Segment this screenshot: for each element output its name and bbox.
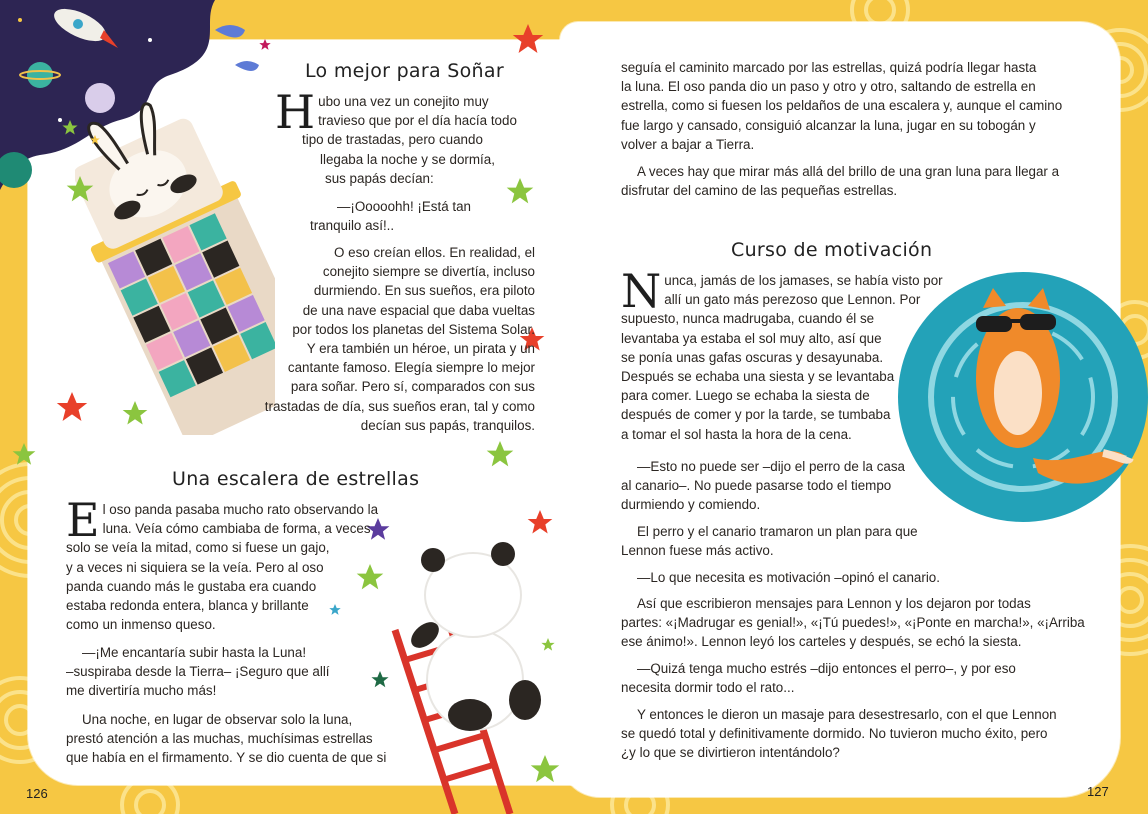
page-number-right: 127 bbox=[1087, 784, 1109, 799]
text-line: allí un gato más perezoso que Lennon. Por bbox=[664, 292, 921, 308]
dropcap-e: E bbox=[66, 493, 100, 547]
page-number-left: 126 bbox=[26, 786, 48, 801]
story3-intro bbox=[621, 264, 943, 444]
story3-p6 bbox=[621, 659, 1071, 697]
dropcap-n: N bbox=[621, 264, 662, 318]
text-line: trastadas de día, sus sueños eran, tal y como bbox=[264, 398, 535, 414]
text-line: A veces hay que mirar más allá del brillo de una gran luna para llegar a bbox=[637, 164, 1060, 179]
story2-paragraph3 bbox=[66, 710, 396, 768]
text-line: durmiendo. En sus sueños, era piloto bbox=[313, 283, 535, 299]
text-line: decían sus papás, tranquilos. bbox=[360, 417, 535, 433]
text-line: Y entonces le dieron un masaje para desestresarlo, con el que Lennon bbox=[637, 707, 1057, 722]
text-line: Lennon fuese más activo. bbox=[621, 543, 774, 559]
text-line: por todos los planetas del Sistema Solar. bbox=[292, 321, 535, 337]
text-line: al canario–. No puede pasarse todo el tiempo bbox=[621, 478, 892, 494]
text-line: y a veces ni siquiera se la veía. Pero al oso bbox=[66, 559, 324, 575]
text-line: de una nave espacial que daba vueltas bbox=[302, 302, 535, 318]
text-line: conejito siempre se divertía, incluso bbox=[322, 264, 535, 280]
text-line: ese ánimo!». Lennon leyó los carteles y después, se echó la siesta. bbox=[621, 634, 1022, 650]
story3-p7 bbox=[621, 705, 1071, 763]
text-line: se quedó total y definitivamente dormido. No tuvieron mucho éxito, pero bbox=[621, 726, 1048, 742]
text-line: seguía el caminito marcado por las estrellas, quizá podría llegar hasta bbox=[621, 60, 1037, 75]
text-line: travieso que por el día hacía todo bbox=[318, 113, 517, 129]
text-line: disfrutar del camino de las pequeñas estrellas. bbox=[621, 183, 898, 199]
text-line: Y era también un héroe, un pirata y un bbox=[306, 341, 535, 357]
text-line: después de comer y por la tarde, se tumbaba bbox=[621, 407, 891, 423]
story-title-escalera-de-estrellas: Una escalera de estrellas bbox=[172, 468, 420, 490]
text-line: prestó atención a las muchas, muchísimas estrellas bbox=[66, 731, 373, 747]
continuation-paragraph2 bbox=[621, 162, 1071, 200]
text-line: —¡Me encantaría subir hasta la Luna! bbox=[82, 645, 307, 660]
text-line: levantaba ya estaba el sol muy alto, así que bbox=[621, 330, 882, 346]
text-line: fue largo y cansado, consiguió alcanzar la luna, jugar en su tobogán y bbox=[621, 117, 1036, 133]
text-line: durmiendo y comiendo. bbox=[621, 497, 761, 513]
story3-p3 bbox=[621, 522, 921, 560]
dropcap-h: H bbox=[275, 85, 316, 139]
story1-paragraph2 bbox=[235, 243, 535, 435]
text-line: solo se veía la mitad, como si fuese un gajo, bbox=[66, 540, 330, 556]
text-line: unca, jamás de los jamases, se había visto por bbox=[664, 273, 943, 288]
text-line: ¿y lo que se divirtieron intentándolo? bbox=[621, 745, 840, 761]
text-line: luna. Veía cómo cambiaba de forma, a veces bbox=[102, 521, 371, 537]
text-line: como un inmenso queso. bbox=[66, 617, 216, 633]
text-line: supuesto, nunca madrugaba, cuando él se bbox=[621, 311, 875, 327]
text-line: me divertiría mucho más! bbox=[66, 683, 217, 699]
story-title-curso-de-motivacion: Curso de motivación bbox=[731, 239, 933, 261]
text-line: volver a bajar a Tierra. bbox=[621, 136, 755, 152]
text-line: estaba redonda entera, blanca y brillante bbox=[66, 598, 309, 614]
text-line: tranquilo así!.. bbox=[310, 218, 395, 234]
text-line: para comer. Luego se echaba la siesta de bbox=[621, 388, 870, 404]
text-line: Una noche, en lugar de observar solo la luna, bbox=[82, 712, 353, 727]
story3-p4 bbox=[621, 568, 1021, 587]
text-line: —Esto no puede ser –dijo el perro de la casa bbox=[637, 459, 905, 474]
text-line: necesita dormir todo el rato... bbox=[621, 680, 795, 696]
text-line: la luna. El oso panda dio un paso y otro y otro, saltando de estrella en bbox=[621, 79, 1036, 95]
text-line: a tomar el sol hasta la hora de la cena. bbox=[621, 426, 852, 442]
text-line: —¡Ooooohh! ¡Está tan bbox=[337, 199, 471, 214]
text-line: llegaba la noche y se dormía, bbox=[320, 151, 495, 167]
story-title-lo-mejor-para-sonar: Lo mejor para Soñar bbox=[305, 60, 504, 82]
text-line: para soñar. Pero sí, comparados con sus bbox=[290, 379, 535, 395]
story1-intro bbox=[275, 85, 525, 188]
text-line: l oso panda pasaba mucho rato observando la bbox=[102, 502, 379, 517]
text-line: —Lo que necesita es motivación –opinó el canario. bbox=[637, 570, 940, 585]
text-line: —Quizá tenga mucho estrés –dijo entonces el perro–, y por eso bbox=[637, 661, 1016, 676]
text-line: estrella, como si fuesen los peldaños de una escalera y, aunque el camino bbox=[621, 98, 1063, 114]
text-line: ubo una vez un conejito muy bbox=[318, 94, 489, 109]
story2-intro bbox=[66, 493, 379, 634]
text-line: panda cuando más le gustaba era cuando bbox=[66, 578, 317, 594]
text-line: Después se echaba una siesta y se levantaba bbox=[621, 369, 895, 385]
story3-p5 bbox=[621, 594, 1085, 652]
text-line: –suspiraba desde la Tierra– ¡Seguro que allí bbox=[66, 664, 330, 680]
text-line: O eso creían ellos. En realidad, el bbox=[334, 245, 535, 260]
story3-p2 bbox=[621, 457, 921, 515]
text-line: cantante famoso. Elegía siempre lo mejor bbox=[287, 360, 535, 376]
text-line: partes: «¡Madrugar es genial!», «¡Tú puedes!», «¡Ponte en marcha!», «¡Arriba bbox=[621, 615, 1085, 631]
text-line: que había en el firmamento. Y se dio cuenta de que si bbox=[66, 750, 387, 766]
continuation-paragraph bbox=[621, 58, 1071, 154]
text-line: tipo de trastadas, pero cuando bbox=[302, 132, 483, 148]
story2-dialogue bbox=[66, 643, 386, 701]
text-line: El perro y el canario tramaron un plan para que bbox=[637, 524, 918, 539]
text-line: Así que escribieron mensajes para Lennon y los dejaron por todas bbox=[637, 596, 1031, 611]
text-line: sus papás decían: bbox=[325, 170, 434, 186]
text-line: se ponía unas gafas oscuras y desayunaba. bbox=[621, 349, 884, 365]
story1-dialogue bbox=[310, 197, 530, 235]
